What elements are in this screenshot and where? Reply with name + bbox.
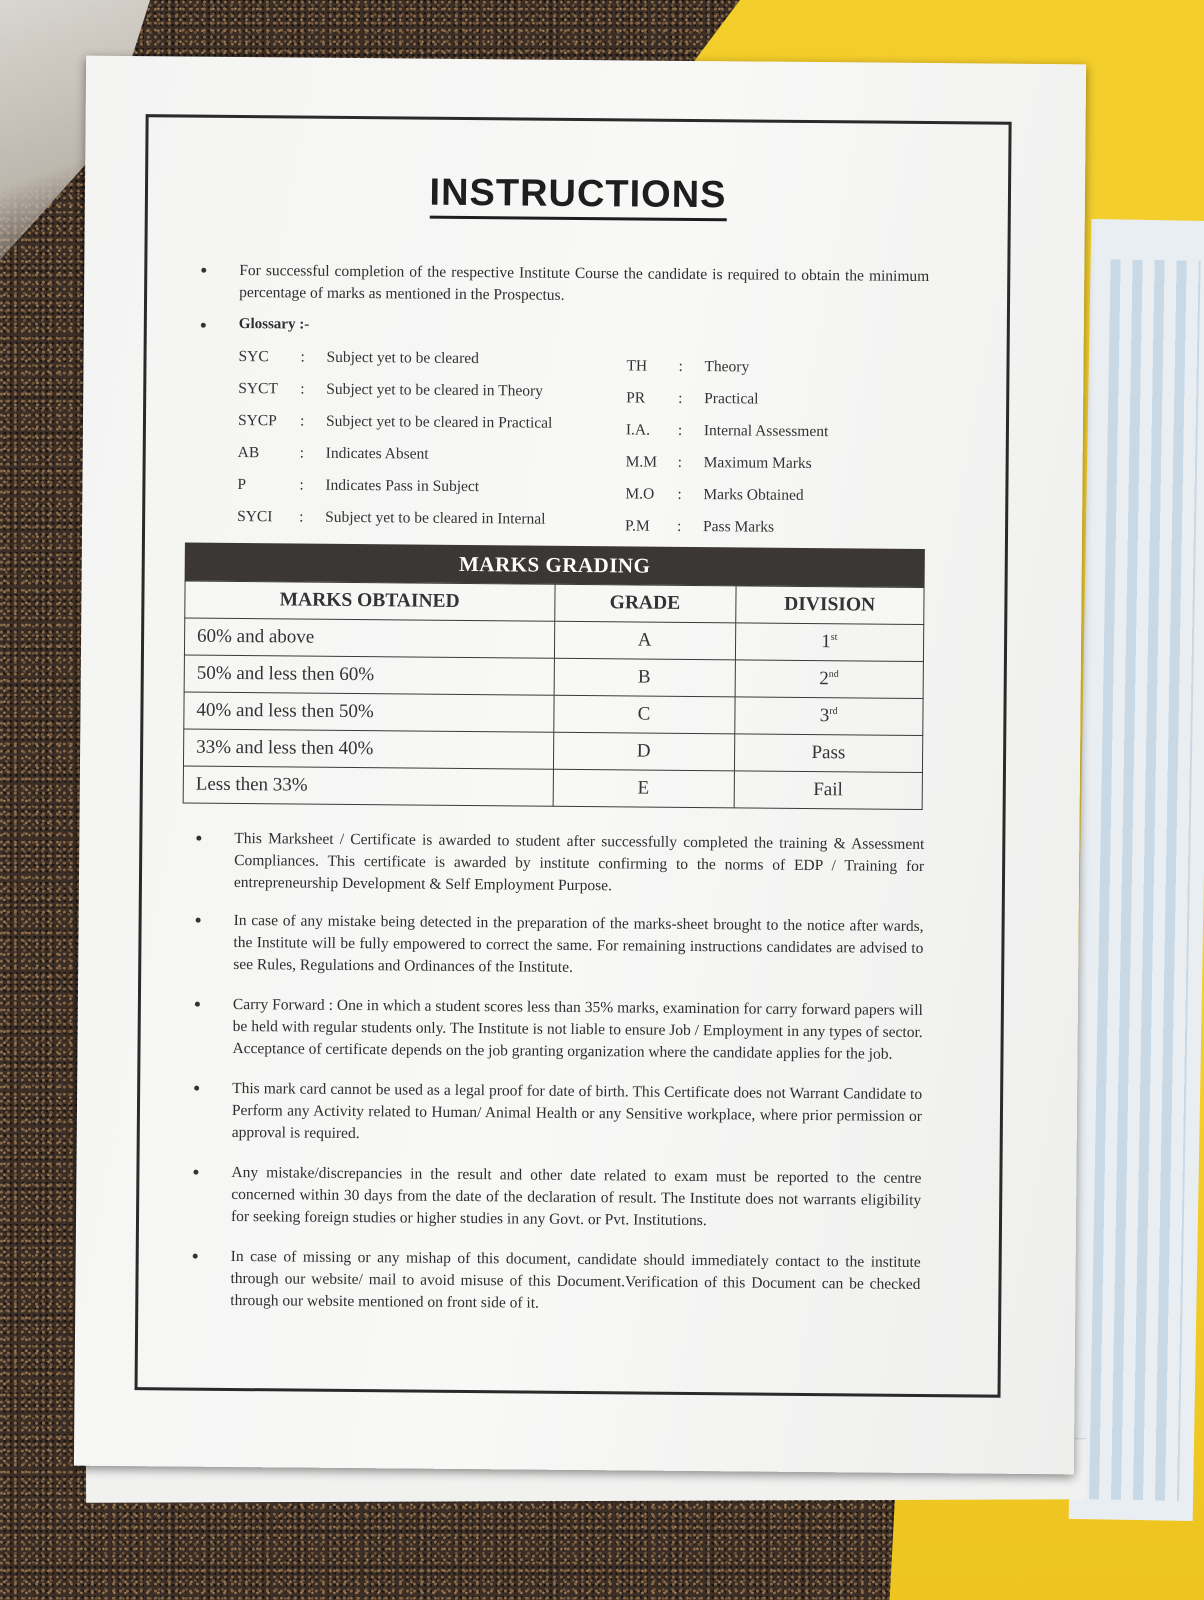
bullet-icon <box>195 1002 200 1007</box>
note-item: Carry Forward : One in which a student scores less than 35% marks, examination for carry forward papers will be held with regular students only. The Institute is not liable to ensure Job / Employment in any types of sector. Acceptance of certificate depends on the job granting organization where the candidate applies for the job. <box>232 994 923 1066</box>
division-cell <box>735 660 924 699</box>
marks-cell: 50% and less then 60% <box>184 655 554 695</box>
bullet-icon <box>196 918 201 923</box>
bullet-icon <box>193 1170 198 1175</box>
glossary-code: M.O <box>625 485 655 503</box>
note-item: This mark card cannot be used as a legal proof for date of birth. This Certificate does not Warrant Candidate to Perform any Activity related to Human/ Animal Health or any Sensitive workplace, where prior permission or approval is required. <box>232 1078 923 1150</box>
glossary-code: M.M <box>625 453 658 471</box>
note-item: Any mistake/discrepancies in the result and other date related to exam must be reported to the centre concerned within 30 days from the date of the declaration of result. The Institute does not warrants eligibility for seeking foreign studies or higher studies in any Govt. or Pvt. Institutions. <box>231 1162 922 1234</box>
division-suffix: nd <box>828 668 839 680</box>
glossary-sep: : <box>299 476 304 494</box>
glossary-sep: : <box>299 508 304 526</box>
glossary-sep: : <box>678 357 683 375</box>
division-value: 2 <box>819 668 829 690</box>
glossary-meaning: Internal Assessment <box>703 422 829 441</box>
glossary-code: SYCT <box>238 380 278 398</box>
grade-cell: E <box>553 769 734 808</box>
division-cell <box>734 771 923 810</box>
glossary-meaning: Theory <box>704 358 750 376</box>
glossary-meaning: Practical <box>704 390 759 408</box>
glossary-sep: : <box>677 517 682 535</box>
glossary-sep: : <box>299 444 305 462</box>
glossary-code: P <box>237 476 247 494</box>
certificate-back-sheet <box>1069 219 1204 1521</box>
table-header-row <box>185 581 924 624</box>
marks-cell: 40% and less then 50% <box>184 692 554 732</box>
bullet-icon <box>201 323 206 328</box>
division-cell <box>734 697 923 736</box>
instruction-sheet <box>74 56 1086 1475</box>
watermark-pattern <box>1089 259 1201 1500</box>
glossary-sep: : <box>300 380 305 398</box>
division-suffix: st <box>830 631 838 643</box>
glossary-code: PR <box>626 389 646 407</box>
marks-cell: 33% and less then 40% <box>183 729 553 769</box>
glossary-meaning: Indicates Pass in Subject <box>325 476 480 496</box>
bullet-icon <box>196 836 201 841</box>
intro-paragraph: For successful completion of the respective Institute Course the candidate is required to obtain the minimum percentage of marks as mentioned in the Prospectus. <box>239 260 929 310</box>
table-row <box>183 766 922 809</box>
note-item: This Marksheet / Certificate is awarded to student after successfully completed the training & Assessment Compliances. This certificate is awarded by institute confirming to the norms of EDP / Training for entrepreneurship Development & Self Employment Purpose. <box>234 828 925 900</box>
glossary-meaning: Marks Obtained <box>703 486 804 504</box>
glossary-code: SYCI <box>237 507 273 526</box>
glossary-sep: : <box>677 421 683 439</box>
glossary-sep: : <box>299 412 305 430</box>
glossary-sep: : <box>300 348 305 366</box>
table-row <box>184 655 923 698</box>
glossary-meaning: Subject yet to be cleared in Internal <box>325 508 546 528</box>
column-header-marks: MARKS OBTAINED <box>185 581 555 621</box>
glossary-sep: : <box>677 453 683 471</box>
marks-grading-table <box>183 543 925 810</box>
page-border <box>135 114 1012 1398</box>
division-suffix: rd <box>829 705 838 717</box>
glossary-meaning: Subject yet to be cleared <box>326 348 479 368</box>
glossary-code: SYCP <box>237 412 277 430</box>
glossary-meaning: Subject yet to be cleared in Practical <box>325 412 553 432</box>
marks-cell: 60% and above <box>184 618 554 658</box>
division-cell <box>735 623 924 662</box>
column-header-division: DIVISION <box>735 586 924 625</box>
glossary-meaning: Pass Marks <box>703 518 775 536</box>
marks-grading-heading: MARKS GRADING <box>185 543 925 587</box>
glossary-code: P.M <box>625 517 650 535</box>
glossary-heading: Glossary :- <box>239 316 310 334</box>
bullet-icon <box>193 1254 198 1259</box>
glossary-code: TH <box>626 357 648 375</box>
glossary-sep: : <box>678 389 683 407</box>
bullet-icon <box>201 268 206 273</box>
glossary-meaning: Indicates Absent <box>325 444 429 463</box>
grade-cell: A <box>554 621 735 660</box>
note-item: In case of missing or any mishap of this document, candidate should immediately contact to the institute through our website/ mail to avoid misuse of this Document.Verification of this Document can be checked through our website mentioned on front side of it. <box>230 1246 921 1318</box>
table-row <box>184 618 923 661</box>
grade-cell: B <box>554 658 735 697</box>
page-title: INSTRUCTIONS <box>148 169 1008 220</box>
grade-cell: D <box>553 732 734 771</box>
glossary-code: AB <box>237 444 260 462</box>
glossary-code: SYC <box>238 348 269 366</box>
table-row <box>183 729 922 772</box>
bullet-icon <box>194 1086 199 1091</box>
marks-cell: Less then 33% <box>183 766 553 806</box>
division-value: 3 <box>819 705 830 727</box>
division-value: Fail <box>813 779 843 801</box>
note-item: In case of any mistake being detected in the preparation of the marks-sheet brought to the notice after wards, the Institute will be fully empowered to correct the same. For remaining instructions candidates are advised to see Rules, Regulations and Ordinances of the Institute. <box>233 910 924 982</box>
glossary-meaning: Subject yet to be cleared in Theory <box>326 380 543 400</box>
glossary-meaning: Maximum Marks <box>703 454 812 473</box>
column-header-grade: GRADE <box>554 584 735 623</box>
division-value: 1 <box>821 631 831 653</box>
glossary-sep: : <box>677 485 682 503</box>
division-cell <box>734 734 923 773</box>
table-row <box>184 692 923 735</box>
division-value: Pass <box>811 742 846 764</box>
grade-cell: C <box>553 695 734 734</box>
glossary-code: I.A. <box>625 421 651 439</box>
